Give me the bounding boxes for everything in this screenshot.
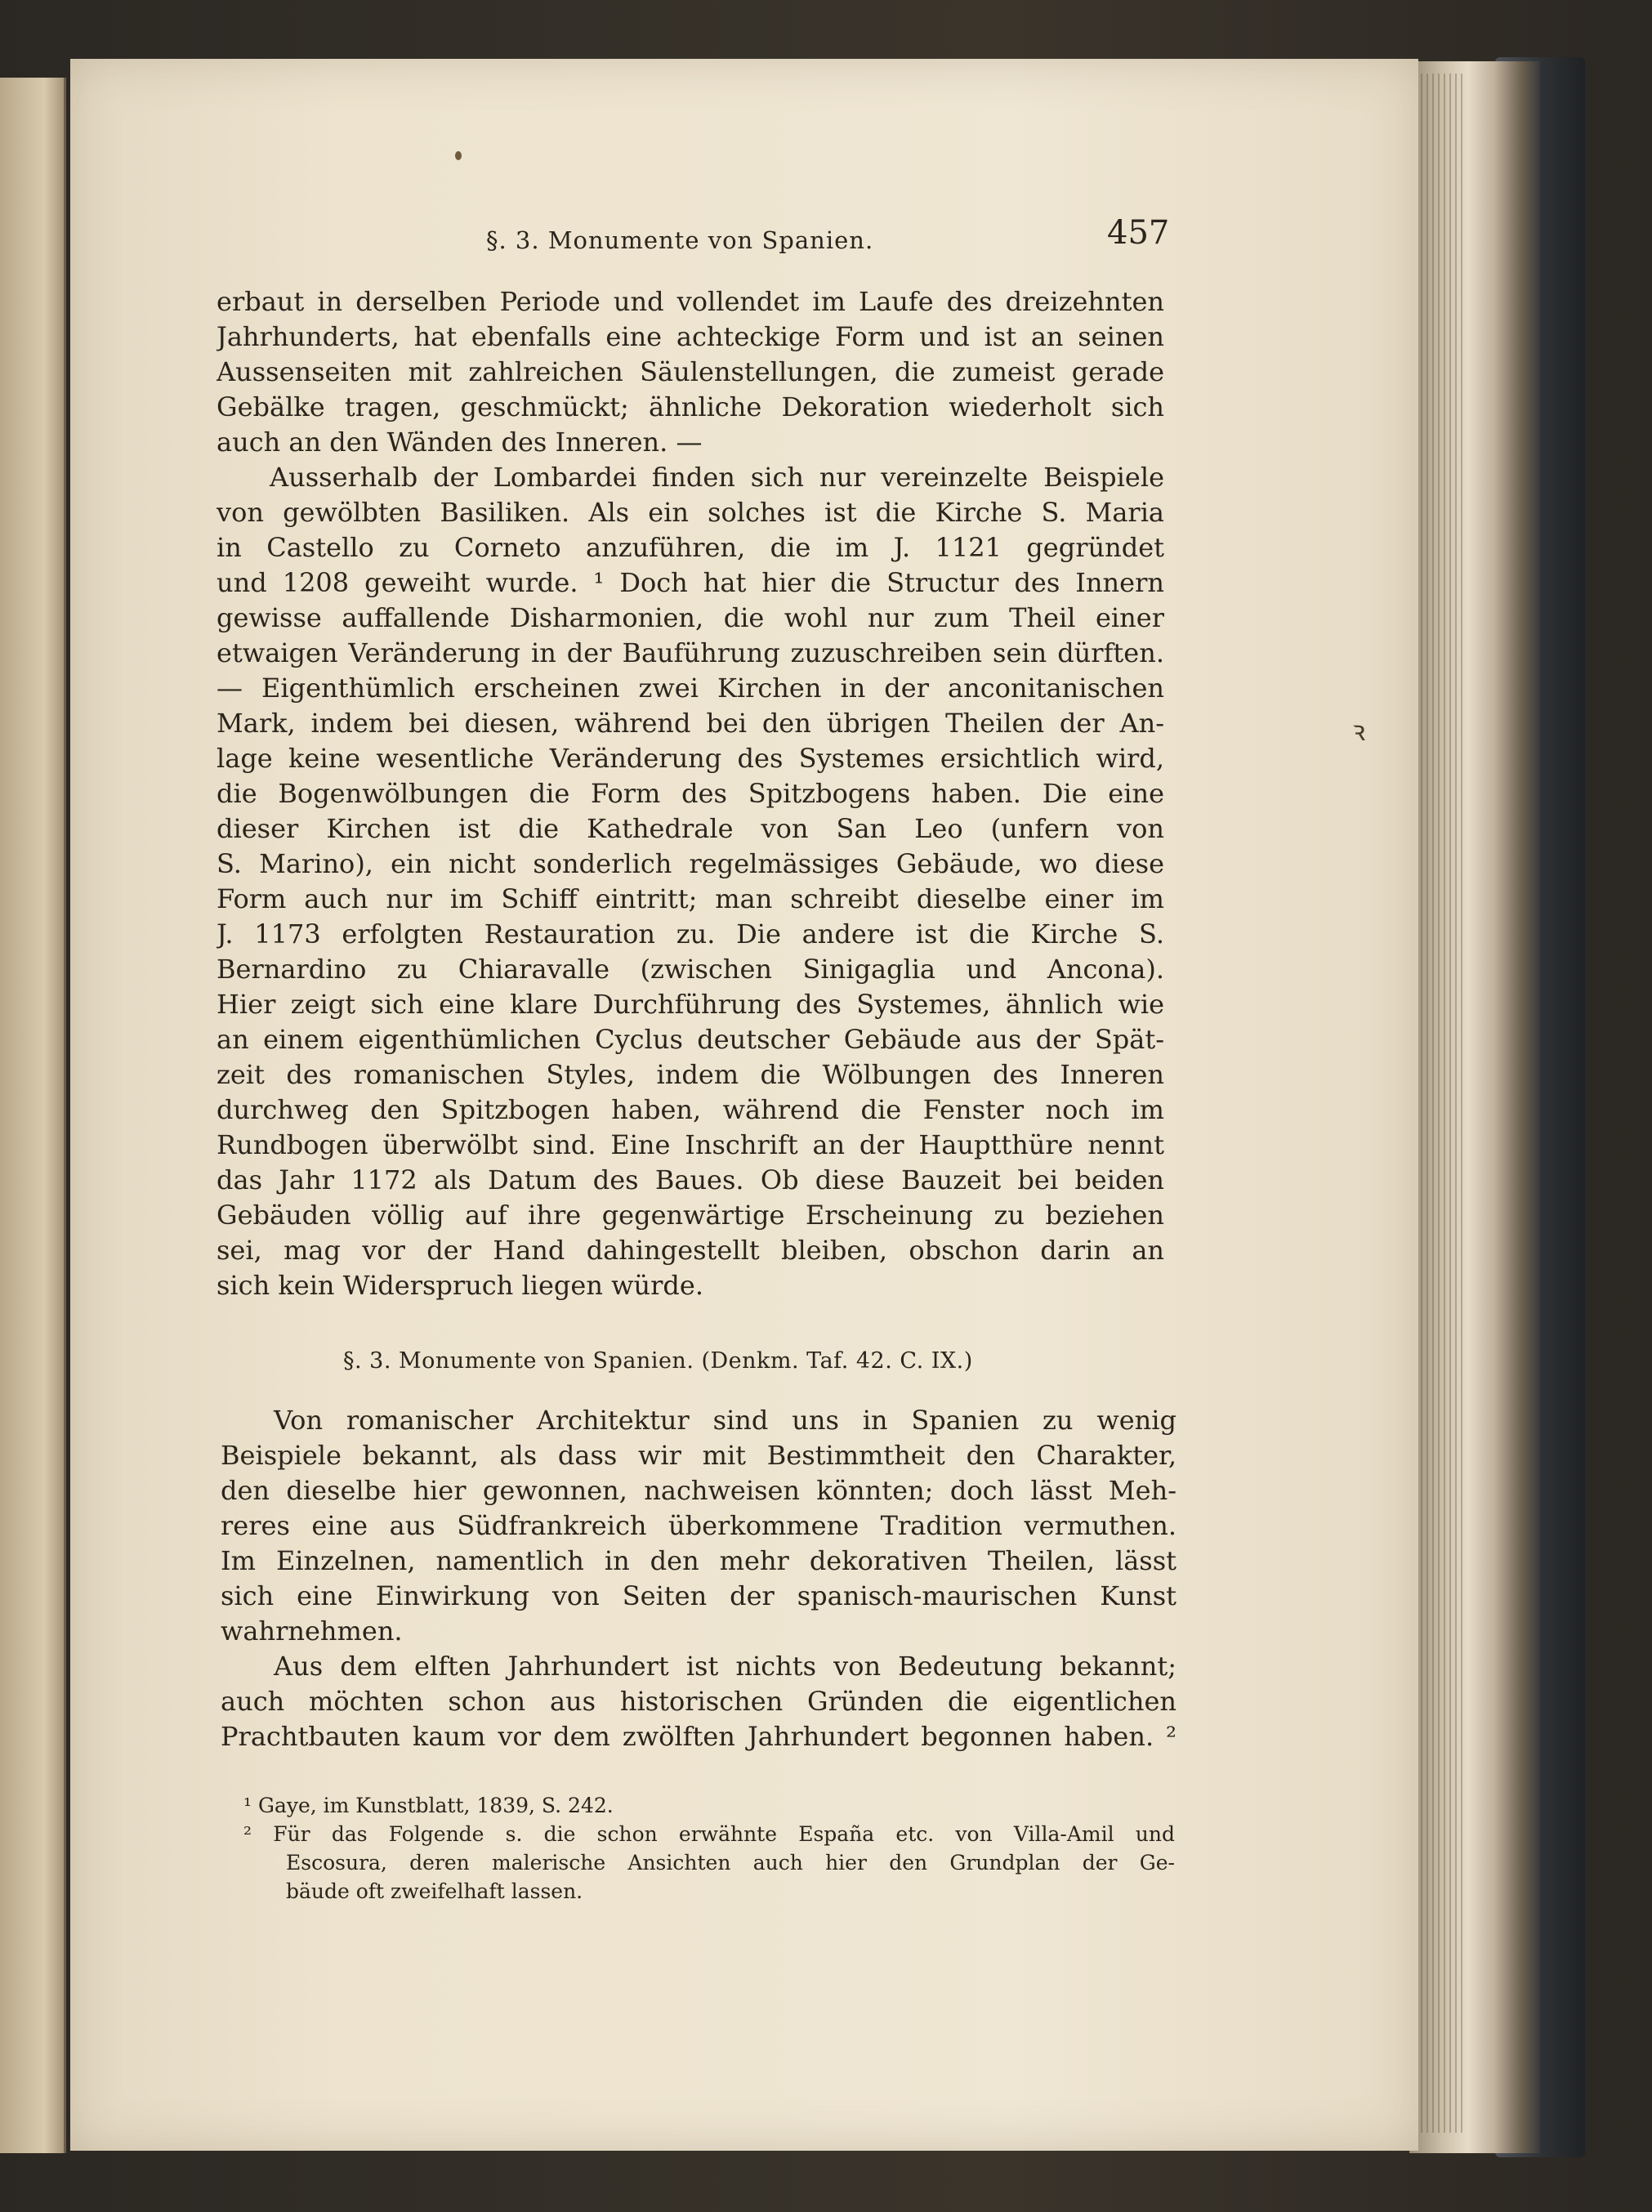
footnotes	[243, 1791, 1175, 1906]
main-text-block-2	[221, 1403, 1176, 1754]
text-line: Hier zeigt sich eine klare Durchführung des Systemes, ähnlich wie	[217, 989, 1164, 1020]
page-edges-texture	[1415, 74, 1464, 2133]
text-line: Ausserhalb der Lombardei finden sich nur vereinzelte Beispiele	[270, 462, 1164, 493]
running-title: §. 3. Monumente von Spanien.	[486, 226, 874, 254]
text-line: durchweg den Spitzbogen haben, während die Fenster noch im	[217, 1094, 1164, 1125]
text-line: Aus dem elften Jahrhundert ist nichts von Bedeutung bekannt;	[274, 1651, 1176, 1682]
footnote-2: ² Für das Folgende s. die schon erwähnte España etc. von Villa-Amil und	[243, 1822, 1175, 1846]
text-line: Prachtbauten kaum vor dem zwölften Jahrhundert begonnen haben. ²	[221, 1721, 1176, 1752]
footnote-2-continued: Escosura, deren malerische Ansichten auch hier den Grundplan der Ge-	[286, 1851, 1175, 1875]
text-line: gewisse auffallende Disharmonien, die wohl nur zum Theil einer	[217, 602, 1164, 633]
text-line: sich eine Einwirkung von Seiten der spanisch-maurischen Kunst	[221, 1580, 1176, 1611]
text-line: und 1208 geweiht wurde. ¹ Doch hat hier die Structur des Innern	[217, 567, 1164, 598]
text-line: sich kein Widerspruch liegen würde.	[217, 1270, 703, 1301]
text-line: lage keine wesentliche Veränderung des Systemes ersichtlich wird,	[217, 743, 1164, 774]
text-line: zeit des romanischen Styles, indem die Wölbungen des Inneren	[217, 1059, 1164, 1090]
footnote-1: ¹ Gaye, im Kunstblatt, 1839, S. 242.	[243, 1794, 614, 1817]
text-line: — Eigenthümlich erscheinen zwei Kirchen in der anconitanischen	[217, 673, 1164, 704]
page-number: 457	[1107, 214, 1170, 252]
text-line: an einem eigenthümlichen Cyclus deutscher Gebäude aus der Spät-	[217, 1024, 1164, 1055]
text-line: in Castello zu Corneto anzuführen, die im J. 1121 gegründet	[217, 532, 1164, 563]
footnote-2-continued: bäude oft zweifelhaft lassen.	[286, 1879, 583, 1903]
margin-annotation: ꝛ	[1352, 715, 1366, 748]
text-line: Bernardino zu Chiaravalle (zwischen Sinigaglia und Ancona).	[217, 954, 1164, 985]
text-line: Von romanischer Architektur sind uns in Spanien zu wenig	[274, 1405, 1176, 1436]
text-line: den dieselbe hier gewonnen, nachweisen könnten; doch lässt Meh-	[221, 1475, 1176, 1506]
text-line: Jahrhunderts, hat ebenfalls eine achteckige Form und ist an seinen	[217, 321, 1164, 352]
left-page-edge	[0, 78, 66, 2153]
text-line: erbaut in derselben Periode und vollendet im Laufe des dreizehnten	[217, 286, 1164, 317]
text-line: auch an den Wänden des Inneren. —	[217, 427, 703, 458]
text-line: wahrnehmen.	[221, 1615, 403, 1647]
ink-dot	[455, 151, 462, 160]
text-line: Mark, indem bei diesen, während bei den übrigen Theilen der An-	[217, 708, 1164, 739]
text-line: von gewölbten Basiliken. Als ein solches ist die Kirche S. Maria	[217, 497, 1164, 528]
text-line: S. Marino), ein nicht sonderlich regelmässiges Gebäude, wo diese	[217, 848, 1164, 879]
main-text-block-1	[217, 284, 1164, 1303]
text-line: auch möchten schon aus historischen Gründen die eigentlichen	[221, 1686, 1176, 1717]
text-line: Rundbogen überwölbt sind. Eine Inschrift an der Hauptthüre nennt	[217, 1129, 1164, 1160]
text-line: sei, mag vor der Hand dahingestellt bleiben, obschon darin an	[217, 1235, 1164, 1266]
text-line: das Jahr 1172 als Datum des Baues. Ob diese Bauzeit bei beiden	[217, 1164, 1164, 1195]
text-line: etwaigen Veränderung in der Bauführung zuzuschreiben sein dürften.	[217, 637, 1164, 668]
text-line: Aussenseiten mit zahlreichen Säulenstellungen, die zumeist gerade	[217, 356, 1164, 387]
text-line: die Bogenwölbungen die Form des Spitzbogens haben. Die eine	[217, 778, 1164, 809]
text-line: Gebälke tragen, geschmückt; ähnliche Dekoration wiederholt sich	[217, 391, 1164, 422]
text-line: dieser Kirchen ist die Kathedrale von San Leo (unfern von	[217, 813, 1164, 844]
section-heading: §. 3. Monumente von Spanien. (Denkm. Taf. 42. C. IX.)	[343, 1348, 973, 1374]
text-line: J. 1173 erfolgten Restauration zu. Die andere ist die Kirche S.	[217, 918, 1164, 950]
text-line: Form auch nur im Schiff eintritt; man schreibt dieselbe einer im	[217, 883, 1164, 914]
text-line: Gebäuden völlig auf ihre gegenwärtige Erscheinung zu beziehen	[217, 1200, 1164, 1231]
text-line: reres eine aus Südfrankreich überkommene Tradition vermuthen.	[221, 1510, 1176, 1541]
text-line: Beispiele bekannt, als dass wir mit Bestimmtheit den Charakter,	[221, 1440, 1176, 1471]
text-line: Im Einzelnen, namentlich in den mehr dekorativen Theilen, lässt	[221, 1545, 1176, 1576]
